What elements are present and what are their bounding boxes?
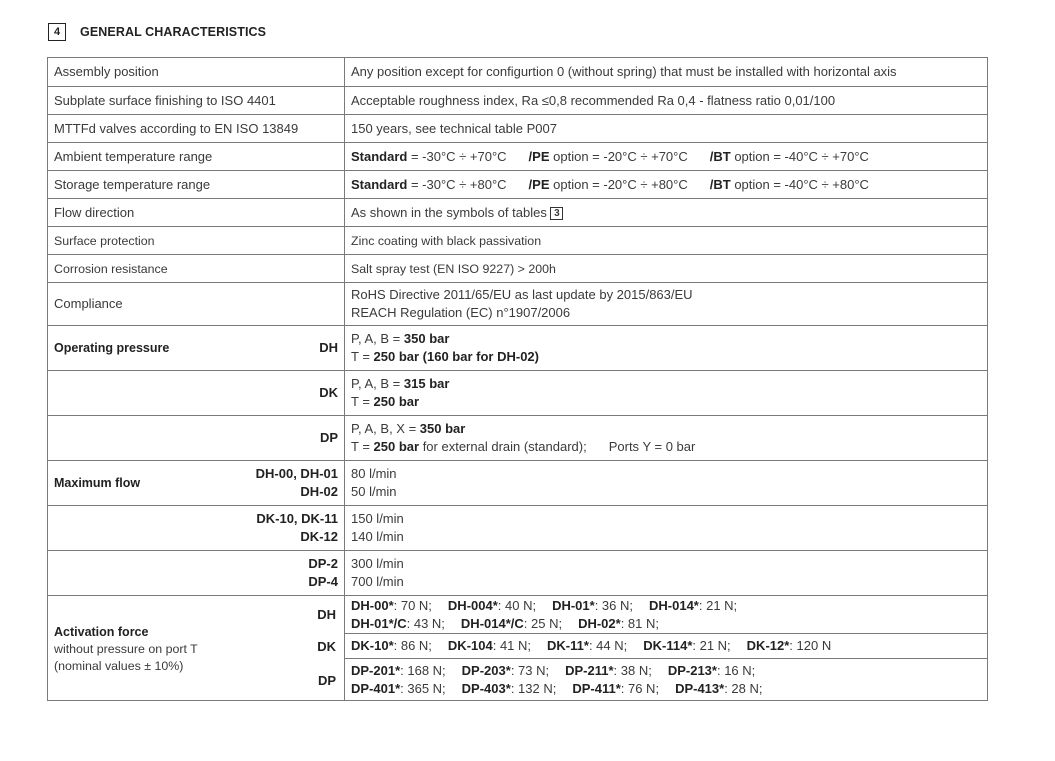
activation-code-dk: DK: [317, 639, 336, 654]
force-value: : 16 N;: [716, 662, 756, 678]
force-value: : 28 N;: [724, 680, 763, 696]
row-label: Ambient temperature range: [48, 143, 345, 171]
std-label: Standard: [351, 176, 408, 192]
force-value: : 120 N: [789, 638, 832, 653]
force-model: DH-02*: [578, 615, 621, 631]
std-value: = -30°C ÷ +80°C: [407, 176, 507, 192]
force-model: DH-01*/C: [351, 615, 407, 631]
row-label: Subplate surface finishing to ISO 4401: [48, 87, 345, 115]
table-row: [48, 326, 988, 371]
maxflow-code: DP-2: [308, 556, 338, 571]
maxflow-value: 80 l/min: [351, 466, 397, 481]
force-value: : 168 N;: [400, 662, 446, 678]
activation-code-dh: DH: [317, 607, 336, 622]
force-value: : 132 N;: [510, 680, 557, 696]
force-value: : 365 N;: [400, 680, 446, 696]
row-value: [345, 171, 988, 199]
pe-label: /PE: [528, 176, 550, 192]
row-label: Surface protection: [48, 227, 345, 255]
row-label: Flow direction: [48, 199, 345, 227]
pressure-value: 315 bar: [403, 376, 450, 391]
activation-line: [351, 662, 981, 680]
table-row: [48, 255, 988, 283]
force-value: : 70 N;: [393, 597, 432, 613]
pressure-text: T =: [351, 349, 374, 364]
row-value: [345, 551, 988, 596]
force-value: : 44 N;: [588, 638, 628, 653]
pe-value: option = -20°C ÷ +80°C: [549, 176, 688, 192]
section-title: GENERAL CHARACTERISTICS: [80, 25, 267, 39]
row-value: [345, 326, 988, 371]
table-ref-badge: 3: [550, 207, 563, 220]
row-label: [48, 596, 345, 701]
activation-line: [351, 597, 981, 615]
row-value: [345, 596, 988, 634]
force-model: DP-411*: [572, 680, 621, 696]
force-model: DK-11*: [547, 638, 589, 653]
pressure-code-dh: DH: [319, 340, 338, 355]
force-model: DP-201*: [351, 662, 401, 678]
force-value: : 41 N;: [492, 638, 532, 653]
row-label: MTTFd valves according to EN ISO 13849: [48, 115, 345, 143]
maxflow-code: DP-4: [308, 574, 338, 589]
row-value: [345, 283, 988, 326]
table-row: [48, 416, 988, 461]
table-row: [48, 171, 988, 199]
row-label: Compliance: [48, 283, 345, 326]
bt-label: /BT: [709, 176, 731, 192]
force-value: : 43 N;: [406, 615, 445, 631]
maxflow-value: 700 l/min: [351, 574, 404, 589]
row-value: [345, 199, 988, 227]
table-row: [48, 596, 988, 634]
row-value: Zinc coating with black passivation: [345, 227, 988, 255]
pressure-text: P, A, B =: [351, 376, 404, 391]
row-label: Corrosion resistance: [48, 255, 345, 283]
pressure-value: 250 bar (160 bar for DH-02): [373, 349, 539, 364]
pressure-code-dp: DP: [319, 430, 338, 445]
row-label: Storage temperature range: [48, 171, 345, 199]
maxflow-code: DH-00, DH-01: [255, 466, 338, 481]
force-value: : 38 N;: [613, 662, 652, 678]
force-value: : 21 N;: [692, 638, 731, 653]
table-row: [48, 227, 988, 255]
pe-label: /PE: [528, 148, 550, 164]
table-row: [48, 115, 988, 143]
table-row: [48, 143, 988, 171]
force-value: : 36 N;: [594, 597, 633, 613]
force-value: : 81 N;: [620, 615, 659, 631]
force-value: : 40 N;: [497, 597, 537, 613]
row-value: Salt spray test (EN ISO 9227) > 200h: [345, 255, 988, 283]
maxflow-code: DH-02: [300, 484, 338, 499]
table-row: [48, 506, 988, 551]
row-value: [345, 634, 988, 659]
maxflow-value: 300 l/min: [351, 556, 404, 571]
characteristics-table: [47, 57, 988, 701]
pressure-text: P, A, B, X =: [351, 421, 420, 436]
pressure-text: for external drain (standard);: [419, 439, 587, 454]
table-row: [48, 58, 988, 87]
activation-line: [351, 637, 981, 655]
activation-sub: without pressure on port T: [54, 642, 198, 656]
row-label: [48, 551, 345, 596]
force-value: : 86 N;: [393, 638, 432, 653]
maxflow-value: 140 l/min: [351, 529, 404, 544]
table-row: [48, 461, 988, 506]
row-value: [345, 371, 988, 416]
force-model: DK-12*: [746, 638, 790, 653]
row-label: [48, 461, 345, 506]
pressure-label: Operating pressure: [54, 341, 170, 355]
row-label: [48, 416, 345, 461]
row-label: [48, 326, 345, 371]
pressure-value: 350 bar: [403, 331, 450, 346]
force-model: DP-413*: [675, 680, 725, 696]
maxflow-code: DK-10, DK-11: [256, 511, 338, 526]
pressure-value: 250 bar: [373, 439, 420, 454]
row-value: [345, 506, 988, 551]
activation-code-dp: DP: [317, 673, 336, 688]
row-value: [345, 143, 988, 171]
row-value: [345, 659, 988, 701]
force-model: DK-114*: [643, 638, 693, 653]
force-model: DP-203*: [461, 662, 511, 678]
compliance-line: REACH Regulation (EC) n°1907/2006: [351, 305, 571, 320]
force-model: DP-403*: [461, 680, 511, 696]
flow-direction-text: As shown in the symbols of tables: [351, 204, 551, 220]
table-row: [48, 199, 988, 227]
row-value: Acceptable roughness index, Ra ≤0,8 recommended Ra 0,4 - flatness ratio 0,01/100: [345, 87, 988, 115]
force-value: : 21 N;: [698, 597, 738, 613]
force-model: DP-213*: [667, 662, 717, 678]
pressure-value: 350 bar: [419, 421, 466, 436]
row-value: [345, 416, 988, 461]
force-model: DP-401*: [351, 680, 401, 696]
compliance-line: RoHS Directive 2011/65/EU as last update by 2015/863/EU: [351, 287, 693, 302]
force-value: : 73 N;: [510, 662, 550, 678]
maxflow-code: DK-12: [300, 529, 338, 544]
row-value: Any position except for configurtion 0 (without spring) that must be installed with horizontal axis: [345, 58, 988, 87]
force-model: DH-014*: [649, 597, 699, 613]
row-label: Assembly position: [48, 58, 345, 87]
activation-sub: (nominal values ± 10%): [54, 659, 184, 673]
bt-value: option = -40°C ÷ +70°C: [730, 148, 869, 164]
force-model: DH-01*: [552, 597, 595, 613]
maxflow-value: 50 l/min: [351, 484, 397, 499]
maxflow-value: 150 l/min: [351, 511, 404, 526]
std-label: Standard: [351, 148, 408, 164]
table-row: [48, 87, 988, 115]
pressure-text: T =: [351, 394, 374, 409]
row-label: [48, 506, 345, 551]
force-model: DH-014*/C: [460, 615, 524, 631]
activation-label: Activation force: [54, 625, 149, 639]
std-value: = -30°C ÷ +70°C: [407, 148, 507, 164]
pressure-text: P, A, B =: [351, 331, 404, 346]
force-value: : 25 N;: [523, 615, 563, 631]
row-value: [345, 461, 988, 506]
pe-value: option = -20°C ÷ +70°C: [549, 148, 688, 164]
force-model: DP-211*: [565, 662, 614, 678]
pressure-text: Ports Y = 0 bar: [608, 439, 696, 454]
force-model: DK-10*: [351, 638, 394, 653]
maxflow-label: Maximum flow: [54, 476, 141, 490]
row-value: 150 years, see technical table P007: [345, 115, 988, 143]
pressure-value: 250 bar: [373, 394, 420, 409]
table-row: [48, 551, 988, 596]
force-model: DK-104: [447, 638, 493, 653]
bt-label: /BT: [709, 148, 731, 164]
section-number: 4: [48, 23, 66, 41]
bt-value: option = -40°C ÷ +80°C: [730, 176, 869, 192]
force-value: : 76 N;: [620, 680, 660, 696]
table-row: [48, 283, 988, 326]
activation-line: [351, 615, 981, 633]
force-model: DH-004*: [447, 597, 498, 613]
table-row: [48, 371, 988, 416]
force-model: DH-00*: [351, 597, 394, 613]
activation-line: [351, 680, 981, 698]
row-label: [48, 371, 345, 416]
section-header: [48, 23, 266, 41]
pressure-text: T =: [351, 439, 374, 454]
pressure-code-dk: DK: [319, 385, 338, 400]
